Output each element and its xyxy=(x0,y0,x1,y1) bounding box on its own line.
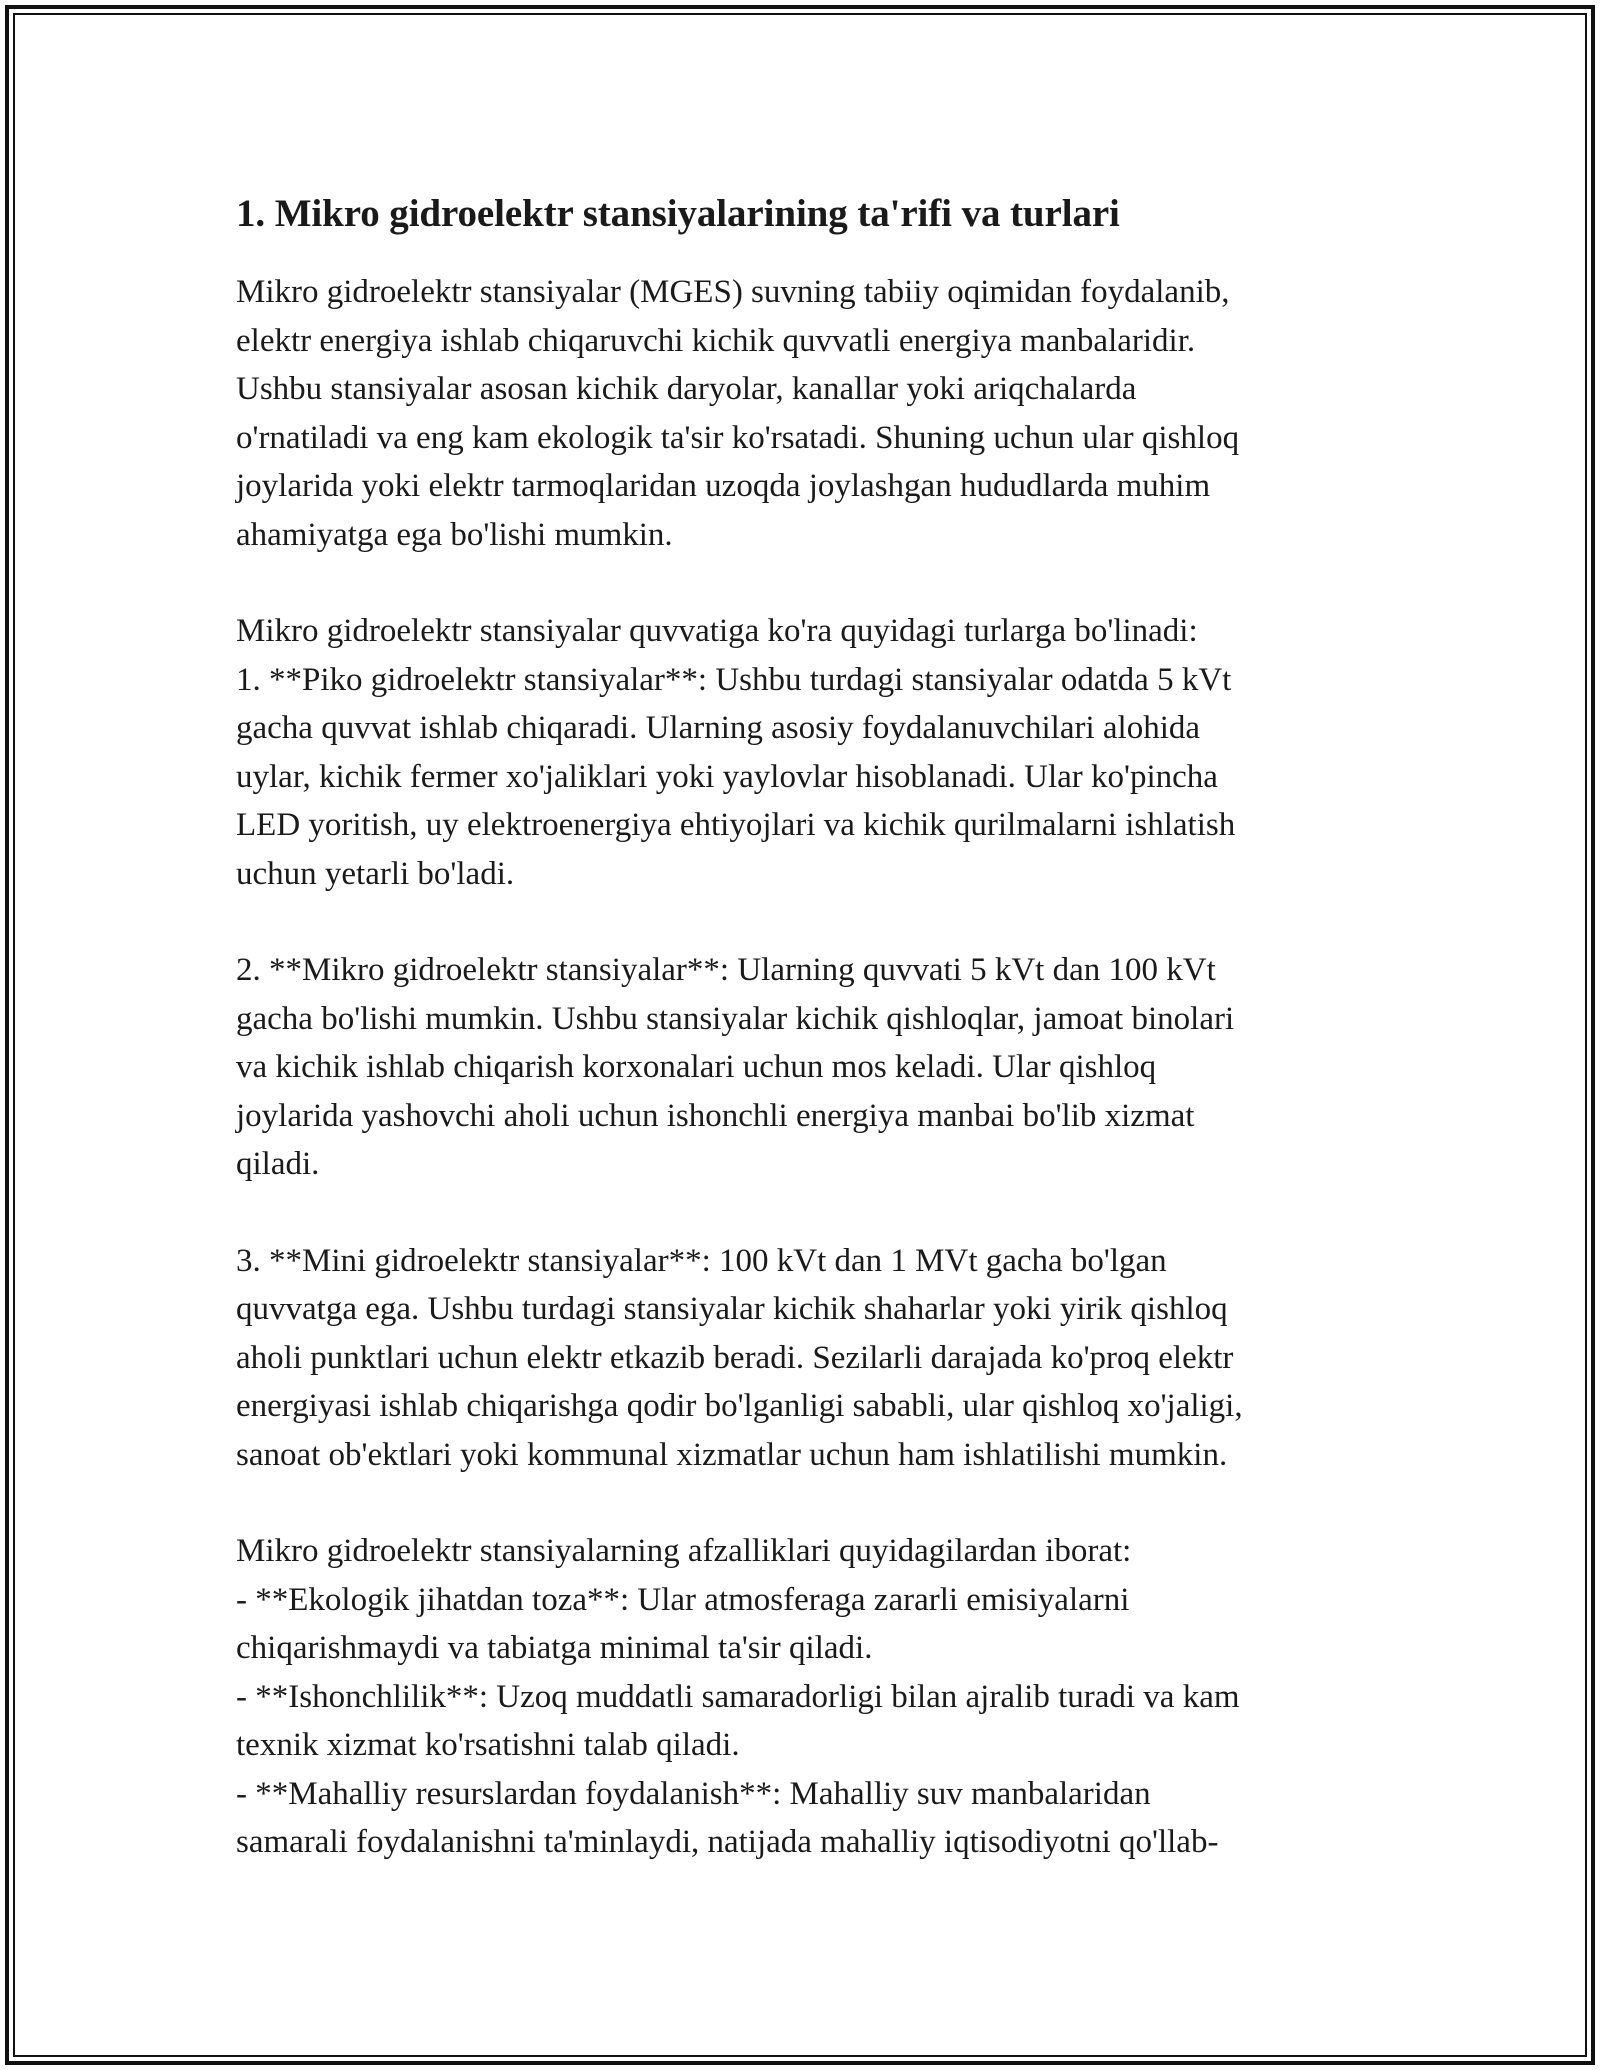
text-line: joylarida yoki elektr tarmoqlaridan uzoqda joylashgan hududlarda muhim xyxy=(236,468,1211,504)
text-line: va kichik ishlab chiqarish korxonalari uchun mos keladi. Ular qishloq xyxy=(236,1049,1157,1085)
text-line: samarali foydalanishni ta'minlaydi, natijada mahalliy iqtisodiyotni qo'llab- xyxy=(236,1824,1219,1860)
text-line: texnik xizmat ko'rsatishni talab qiladi. xyxy=(236,1727,740,1763)
text-line: - **Ekologik jihatdan toza**: Ular atmosferaga zararli emisiyalarni xyxy=(236,1581,1130,1618)
text-line: elektr energiya ishlab chiqaruvchi kichik quvvatli energiya manbalaridir. xyxy=(236,322,1196,359)
text-line: - **Mahalliy resurslardan foydalanish**: Mahalliy suv manbalaridan xyxy=(236,1775,1151,1812)
text-line: uylar, kichik fermer xo'jaliklari yoki yaylovlar hisoblanadi. Ular ko'pincha xyxy=(236,758,1218,795)
text-line: - **Ishonchlilik**: Uzoq muddatli samaradorligi bilan ajralib turadi va kam xyxy=(236,1678,1240,1715)
text-line: ahamiyatga ega bo'lishi mumkin. xyxy=(236,516,673,553)
text-line: LED yoritish, uy elektroenergiya ehtiyojlari va kichik qurilmalarni ishlatish xyxy=(236,807,1236,843)
text-line: uchun yetarli bo'ladi. xyxy=(236,855,515,892)
text-line: gacha quvvat ishlab chiqaradi. Ularning asosiy foydalanuvchilari alohida xyxy=(236,710,1201,746)
text-line: sanoat ob'ektlari yoki kommunal xizmatlar uchun ham ishlatilishi mumkin. xyxy=(236,1436,1228,1473)
text-line: chiqarishmaydi va tabiatga minimal ta'sir qiladi. xyxy=(236,1630,873,1666)
text-line: gacha bo'lishi mumkin. Ushbu stansiyalar kichik qishloqlar, jamoat binolari xyxy=(236,1000,1235,1037)
paragraph-definition xyxy=(236,268,1396,559)
text-line: Mikro gidroelektr stansiyalarning afzalliklari quyidagilardan iborat: xyxy=(236,1533,1132,1569)
text-line: joylarida yashovchi aholi uchun ishonchli energiya manbai bo'lib xizmat xyxy=(236,1097,1195,1134)
text-line: o'rnatiladi va eng kam ekologik ta'sir ko'rsatadi. Shuning uchun ular qishloq xyxy=(236,419,1240,456)
text-line: qiladi. xyxy=(236,1146,320,1182)
section-heading: 1. Mikro gidroelektr stansiyalarining ta'rifi va turlari xyxy=(236,192,1120,235)
text-line: 1. **Piko gidroelektr stansiyalar**: Ushbu turdagi stansiyalar odatda 5 kVt xyxy=(236,661,1232,698)
paragraph-types-mikro xyxy=(236,946,1396,1189)
text-line: aholi punktlari uchun elektr etkazib beradi. Sezilarli darajada ko'proq elektr xyxy=(236,1339,1234,1376)
paragraph-advantages xyxy=(236,1527,1396,1867)
document-body xyxy=(236,188,1396,1915)
text-line: energiyasi ishlab chiqarishga qodir bo'lganligi sababli, ular qishloq xo'jaligi, xyxy=(236,1388,1243,1424)
text-line: 2. **Mikro gidroelektr stansiyalar**: Ularning quvvati 5 kVt dan 100 kVt xyxy=(236,952,1216,988)
text-line: Mikro gidroelektr stansiyalar quvvatiga ko'ra quyidagi turlarga bo'linadi: xyxy=(236,613,1198,649)
paragraph-types-mini xyxy=(236,1237,1396,1480)
text-line: Mikro gidroelektr stansiyalar (MGES) suvning tabiiy oqimidan foydalanib, xyxy=(236,274,1230,310)
text-line: quvvatga ega. Ushbu turdagi stansiyalar kichik shaharlar yoki yirik qishloq xyxy=(236,1291,1228,1327)
text-line: Ushbu stansiyalar asosan kichik daryolar, kanallar yoki ariqchalarda xyxy=(236,371,1137,407)
paragraph-types-piko xyxy=(236,607,1396,898)
text-line: 3. **Mini gidroelektr stansiyalar**: 100 kVt dan 1 MVt gacha bo'lgan xyxy=(236,1242,1167,1279)
